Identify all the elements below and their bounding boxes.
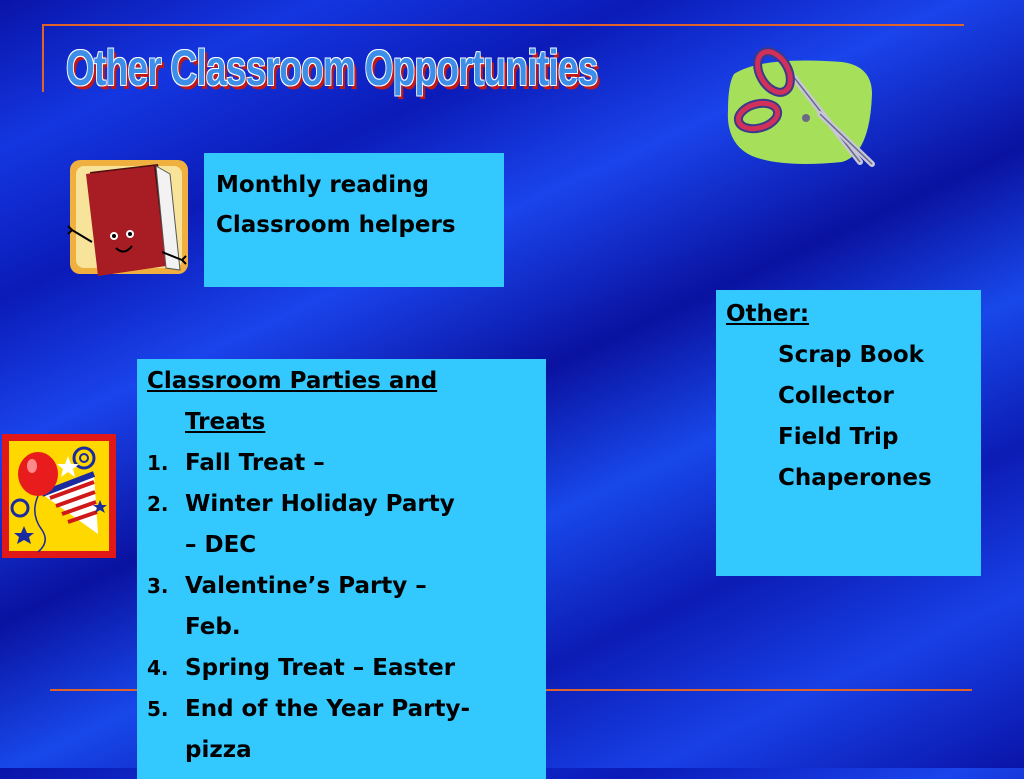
helpers-line: Classroom helpers bbox=[216, 212, 456, 238]
party-text: Fall Treat – bbox=[185, 450, 325, 476]
monthly-line: Monthly reading bbox=[216, 172, 429, 198]
book-clipart bbox=[66, 156, 192, 284]
party-number: 3. bbox=[147, 574, 169, 598]
party-text-cont: – DEC bbox=[185, 532, 257, 558]
party-text-cont: Feb. bbox=[185, 614, 241, 640]
party-number: 2. bbox=[147, 492, 169, 516]
other-heading: Other: bbox=[726, 301, 810, 327]
balloon-party-clipart bbox=[2, 434, 116, 558]
other-item: Collector bbox=[778, 383, 894, 409]
other-item: Field Trip bbox=[778, 424, 899, 450]
party-item bbox=[147, 689, 536, 730]
party-text: Spring Treat – Easter bbox=[185, 655, 456, 681]
party-item bbox=[147, 648, 536, 689]
top-rule bbox=[42, 24, 964, 26]
party-item bbox=[147, 443, 536, 484]
slide-title: Other Classroom Opportunities bbox=[66, 40, 598, 96]
left-rule bbox=[42, 24, 44, 92]
monthly-box bbox=[204, 153, 504, 287]
other-box bbox=[716, 290, 981, 576]
party-text-cont: pizza bbox=[185, 737, 252, 763]
party-number: 1. bbox=[147, 451, 169, 475]
parties-heading: Classroom Parties and bbox=[147, 368, 438, 394]
party-item bbox=[147, 566, 536, 607]
party-item bbox=[147, 484, 536, 525]
party-number: 5. bbox=[147, 697, 169, 721]
parties-box bbox=[137, 359, 546, 779]
party-text: Winter Holiday Party bbox=[185, 491, 455, 517]
scissors-clipart bbox=[722, 44, 878, 194]
party-text: Valentine’s Party – bbox=[185, 573, 427, 599]
other-item: Chaperones bbox=[778, 465, 932, 491]
parties-heading-cont: Treats bbox=[185, 409, 266, 435]
other-item: Scrap Book bbox=[778, 342, 924, 368]
party-text: End of the Year Party- bbox=[185, 696, 470, 722]
party-number: 4. bbox=[147, 656, 169, 680]
